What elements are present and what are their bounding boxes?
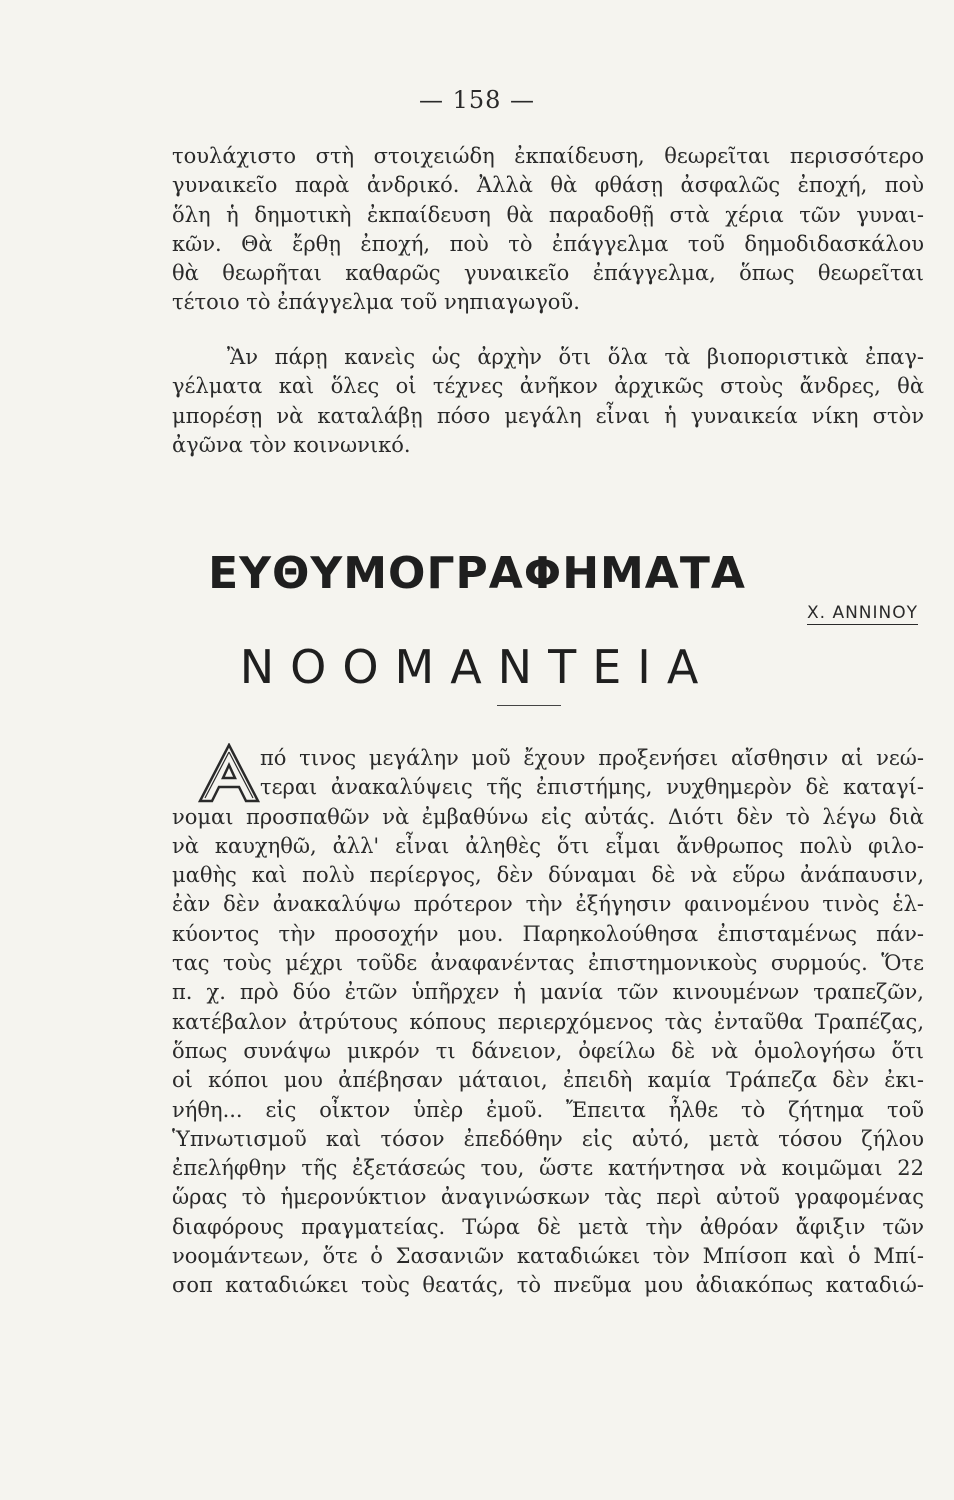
text-line: τέτοιο τὸ ἐπάγγελμα τοῦ νηπιαγωγοῦ.	[172, 290, 580, 315]
author-name: Χ. ΑΝΝΙΝΟΥ	[806, 603, 918, 623]
text-line: σοπ καταδιώκει τοὺς θεατάς, τὸ πνεῦμα μου ἀδιακόπως καταδιώ-	[172, 1273, 924, 1298]
text-line: νήθη... εἰς οἶκτον ὑπὲρ ἐμοῦ. Ἔπειτα ἦλθε τὸ ζήτημα τοῦ	[172, 1097, 924, 1122]
page-number: — 158 —	[418, 86, 536, 114]
text-line: ἐὰν δὲν ἀνακαλύψω πρότερον τὴν ἐξήγησιν φαινομένου τινὸς ἑλ-	[172, 892, 924, 917]
text-line: ὅλη ἡ δημοτικὴ ἐκπαίδευση θὰ παραδοθῇ στὰ χέρια τῶν γυναι-	[172, 202, 924, 227]
text-line: κύοντος τὴν προσοχήν μου. Παρηκολούθησα ἐπισταμένως πάν-	[172, 921, 924, 946]
text-line: ὥρας τὸ ἡμερονύκτιον ἀναγινώσκων τὰς περὶ αὐτοῦ γραφομένας	[172, 1185, 924, 1210]
text-line: γυναικεῖο παρὰ ἀνδρικό. Ἀλλὰ θὰ φθάσῃ ἀσφαλῶς ἐποχή, ποὺ	[172, 173, 924, 198]
text-line: κατέβαλον ἀτρύτους κόπους περιερχόμενος τὰς ἐνταῦθα Τραπέζας,	[172, 1009, 924, 1034]
text-line: μπορέσῃ νὰ καταλάβῃ πόσο μεγάλη εἶναι ἡ γυναικεία νίκη στὸν	[172, 403, 924, 428]
text-line: ἀγῶνα τὸν κοινωνικό.	[172, 432, 411, 457]
text-line: τας τοὺς μέχρι τοῦδε ἀναφανέντας ἐπιστημονικοὺς συρμούς. Ὅτε	[172, 951, 924, 976]
text-line: πό τινος μεγάλην μοῦ ἔχουν προξενήσει αἴσθησιν αἱ νεώ-	[260, 746, 924, 770]
text-line: Ὑπνωτισμοῦ καὶ τόσον ἐπεδόθην εἰς αὐτό, μετὰ τόσου ζήλου	[172, 1126, 924, 1151]
article-title: ΝΟΟΜΑΝΤΕΙΑ	[239, 640, 715, 694]
text-line: νομαι προσπαθῶν νὰ ἐμβαθύνω εἰς αὐτάς. Διότι δὲν τὸ λέγω διὰ	[172, 804, 924, 829]
text-line: θὰ θεωρῆται καθαρῶς γυναικεῖο ἐπάγγελμα, ὅπως θεωρεῖται	[172, 261, 924, 286]
text-line: Ἂν πάρῃ κανεὶς ὡς ἀρχὴν ὅτι ὅλα τὰ βιοποριστικὰ ἐπαγ-	[227, 345, 924, 369]
text-line: τεραι ἀνακαλύψεις τῆς ἐπιστήμης, νυχθημερὸν δὲ καταγί-	[260, 775, 924, 800]
article-body	[172, 744, 924, 1301]
second-paragraph	[172, 343, 924, 460]
text-line: γέλματα καὶ ὅλες οἱ τέχνες ἀνῆκον ἀρχικῶς στοὺς ἄνδρες, θὰ	[172, 374, 924, 399]
section-title: ΕΥΘΥΜΟΓΡΑΦΗΜΑΤΑ	[208, 548, 746, 599]
text-line: κῶν. Θὰ ἔρθῃ ἐποχή, ποὺ τὸ ἐπάγγελμα τοῦ δημοδιδασκάλου	[172, 231, 924, 256]
text-line: π. χ. πρὸ δύο ἐτῶν ὑπῆρχεν ἡ μανία τῶν κινουμένων τραπεζῶν,	[172, 980, 924, 1005]
text-line: μαθὴς καὶ πολὺ περίεργος, δὲν δύναμαι δὲ νὰ εὕρω ἀνάπαυσιν,	[172, 863, 924, 888]
text-line: τουλάχιστο στὴ στοιχειώδη ἐκπαίδευση, θεωρεῖται περισσότερο	[172, 144, 924, 168]
title-divider	[497, 705, 561, 706]
text-line: οἱ κόποι μου ἀπέβησαν μάταιοι, ἐπειδὴ καμία Τράπεζα δὲν ἐκι-	[172, 1068, 924, 1093]
text-line: ὅπως συνάψω μικρόν τι δάνειον, ὀφείλω δὲ νὰ ὁμολογήσω ὅτι	[172, 1038, 924, 1063]
text-line: διαφόρους πραγματείας. Τώρα δὲ μετὰ τὴν ἀθρόαν ἄφιξιν τῶν	[172, 1214, 924, 1239]
text-line: νοομάντεων, ὅτε ὁ Σασανιῶν καταδιώκει τὸν Μπίσοπ καὶ ὁ Μπί-	[172, 1244, 924, 1269]
top-paragraph	[172, 142, 924, 318]
text-line: ἐπελήφθην τῆς ἐξετάσεώς του, ὥστε κατήντησα νὰ κοιμῶμαι 22	[172, 1156, 924, 1181]
text-line: νὰ καυχηθῶ, ἀλλ' εἶναι ἀληθὲς ὅτι εἶμαι ἄνθρωπος πολὺ φιλο-	[172, 833, 924, 858]
